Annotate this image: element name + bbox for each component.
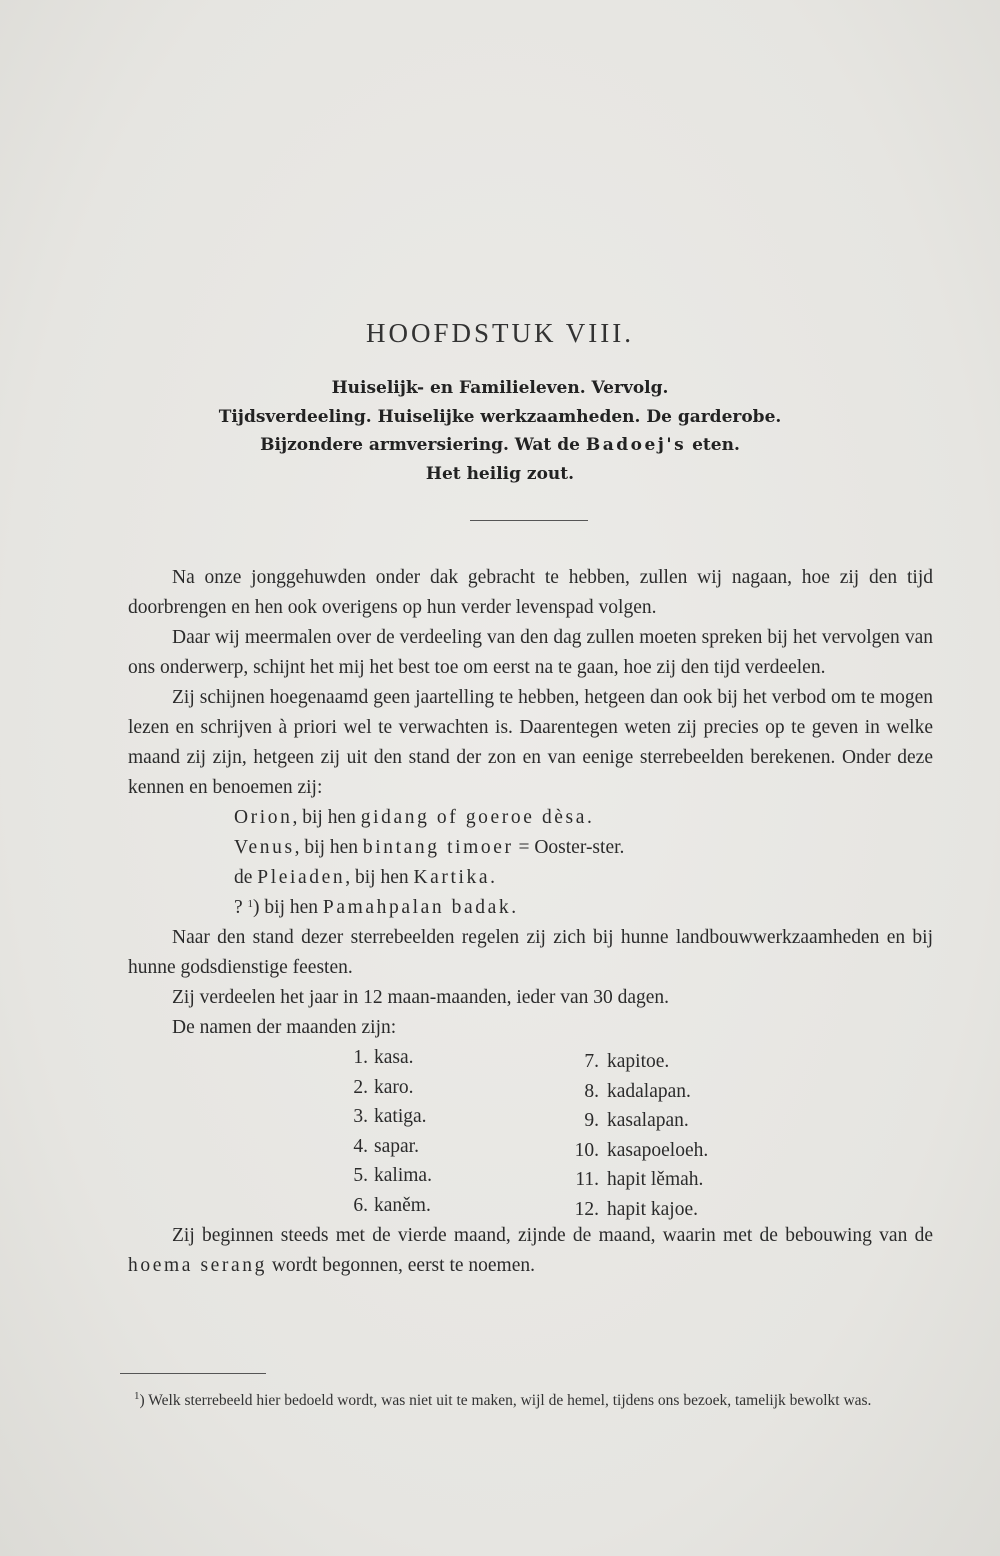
month-row: 11. hapit lěmah.	[575, 1169, 704, 1190]
footnote-ref: 1	[247, 898, 254, 910]
subtitle-line-1: Huiselijk- en Familieleven. Vervolg.	[331, 378, 669, 398]
footnote-mark: 1	[134, 1390, 140, 1402]
constellation-item: Venus, bij hen bintang timoer = Ooster-ster.	[234, 837, 625, 858]
body-text	[128, 563, 933, 1281]
chapter-title: HOOFDSTUK VIII.	[365, 318, 634, 348]
month-row: 8. kadalapan.	[584, 1080, 691, 1102]
paragraph-7: Zij beginnen steeds met de vierde maand, zijnde de maand, waarin met de bebouwing van de hoema serang wordt begonnen, eerst te noemen.	[128, 1225, 933, 1276]
month-row: 1. kasa.	[353, 1047, 414, 1068]
paragraph-1: Na onze jonggehuwden onder dak gebracht te hebben, zullen wij nagaan, hoe zij den tijd doorbrengen en hen ook overigens op hun verder levenspad volgen.	[128, 567, 933, 618]
subtitle-line-4: Het heilig zout.	[425, 463, 575, 484]
paragraph-2: Daar wij meermalen over de verdeeling van den dag zullen moeten spreken bij het vervolgen van ons onderwerp, schijnt het mij het best toe om eerst na te gaan, hoe zij den tijd verdeelen.	[128, 627, 933, 678]
subtitle-spaced-word: Badoej's	[585, 435, 687, 455]
title-divider	[470, 520, 588, 521]
footnote-divider	[120, 1373, 266, 1374]
month-row: 10. kasapoeloeh.	[574, 1139, 709, 1161]
month-row: 6. kaněm.	[353, 1194, 431, 1216]
footnote-text: ) Welk sterrebeeld hier bedoeld wordt, was niet uit te maken, wijl de hemel, tijdens ons bezoek, tamelijk bewolkt was.	[139, 1392, 872, 1409]
paragraph-5: Zij verdeelen het jaar in 12 maan-maanden, ieder van 30 dagen.	[172, 987, 670, 1008]
month-row: 5. kalima.	[353, 1165, 432, 1186]
paragraph-4: Naar den stand dezer sterrebeelden regelen zij zich bij hunne landbouwwerkzaamheden en bij hunne godsdienstige feesten.	[128, 927, 933, 978]
month-column-left	[340, 1043, 432, 1220]
footnote	[120, 1390, 926, 1412]
month-row: 3. katiga.	[353, 1106, 427, 1127]
month-row: 4. sapar.	[353, 1135, 419, 1157]
paragraph-3: Zij schijnen hoegenaamd geen jaartelling te hebben, hetgeen dan ook bij het verbod om te mogen lezen en schrijven à priori wel te verwachten is. Daarentegen weten zij precies op te geven in welke maand zij zijn, hetgeen zij uit den stand der zon en van eenige sterrebeelden berekenen. Onder deze kennen en benoemen zij:	[128, 687, 933, 798]
month-row: 9. kasalapan.	[584, 1110, 689, 1131]
subtitle-line-3-start: Bijzondere armversiering. Wat de	[260, 435, 586, 455]
paragraph-6: De namen der maanden zijn:	[172, 1017, 397, 1038]
month-column-right	[565, 1047, 708, 1224]
constellation-item: ? $^1$) bij hen Pamahpalan badak.	[234, 897, 517, 918]
month-row: 7. kapitoe.	[584, 1051, 670, 1072]
month-list	[128, 1043, 933, 1221]
month-row: 2. karo.	[353, 1076, 414, 1098]
constellation-item: de Pleiaden, bij hen Kartika.	[234, 867, 496, 888]
subtitle-line-2: Tijdsverdeeling. Huiselijke werkzaamheden. De garderobe.	[218, 406, 782, 427]
constellation-item: Orion, bij hen gidang of goeroe dèsa.	[234, 807, 592, 828]
month-row: 12. hapit kajoe.	[574, 1198, 698, 1220]
subtitle-line-3	[0, 431, 1000, 460]
constellation-list	[234, 803, 933, 923]
subtitle-line-3-end: eten.	[686, 435, 740, 455]
chapter-subtitle	[0, 374, 1000, 488]
